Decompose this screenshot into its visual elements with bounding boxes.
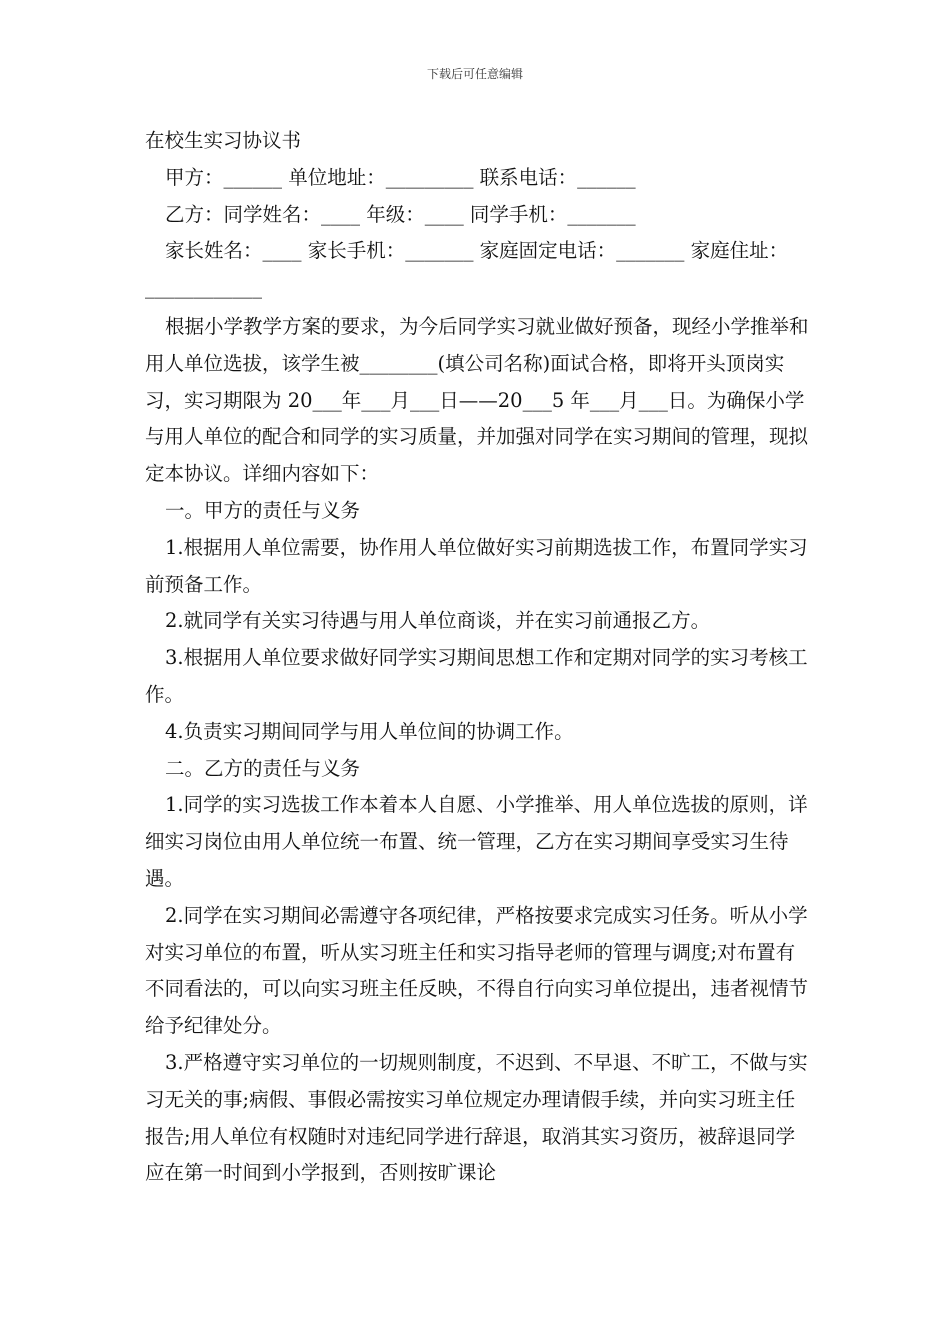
section2-item: 1.同学的实习选拔工作本着本人自愿、小学推举、用人单位选拔的原则，详细实习岗位由用人单位统一布置、统一管理，乙方在实习期间享受实习生待遇。 — [145, 793, 808, 890]
section2-heading: 二。乙方的责任与义务 — [165, 756, 361, 780]
section1-item: 2.就同学有关实习待遇与用人单位商谈，并在实习前通报乙方。 — [165, 609, 711, 633]
party-a-line: 甲方：______ 单位地址：_________ 联系电话：______ — [165, 165, 636, 189]
section1-heading: 一。甲方的责任与义务 — [165, 498, 361, 522]
intro-paragraph: 根据小学教学方案的要求，为今后同学实习就业做好预备，现经小学推举和用人单位选拔，该学生被________(填公司名称)面试合格，即将开头顶岗实习，实习期限为 20___年___月___日——20___5 年___月___日。为确保小学与用人单位的配合和同学的实习质量，并加强对同学在实习期间的管理，现拟定本协议。详细内容如下： — [145, 314, 809, 486]
section1-item: 4.负责实习期间同学与用人单位间的协调工作。 — [165, 719, 574, 743]
party-b-line: 乙方：同学姓名：____ 年级：____ 同学手机：_______ — [165, 202, 636, 226]
section1-item: 1.根据用人单位需要，协作用人单位做好实习前期选拔工作，布置同学实习前预备工作。 — [145, 535, 808, 596]
parent-line: 家长姓名：____ 家长手机：_______ 家庭固定电话：_______ 家庭住址：____________ — [145, 239, 789, 300]
page-header: 下载后可任意编辑 — [426, 67, 523, 81]
section2-item: 2.同学在实习期间必需遵守各项纪律，严格按要求完成实习任务。听从小学对实习单位的布置，听从实习班主任和实习指导老师的管理与调度;对布置有不同看法的，可以向实习班主任反映，不得自行向实习单位提出，违者视情节给予纪律处分。 — [145, 903, 809, 1038]
document-body — [145, 123, 810, 1192]
document-title: 在校生实习协议书 — [145, 129, 302, 152]
section2-item: 3.严格遵守实习单位的一切规则制度，不迟到、不早退、不旷工，不做与实习无关的事;病假、事假必需按实习单位规定办理请假手续，并向实习班主任报告;用人单位有权随时对违纪同学进行辞退，取消其实习资历，被辞退同学应在第一时间到小学报到，否则按旷课论 — [145, 1050, 808, 1185]
section1-item: 3.根据用人单位要求做好同学实习期间思想工作和定期对同学的实习考核工作。 — [145, 646, 808, 706]
